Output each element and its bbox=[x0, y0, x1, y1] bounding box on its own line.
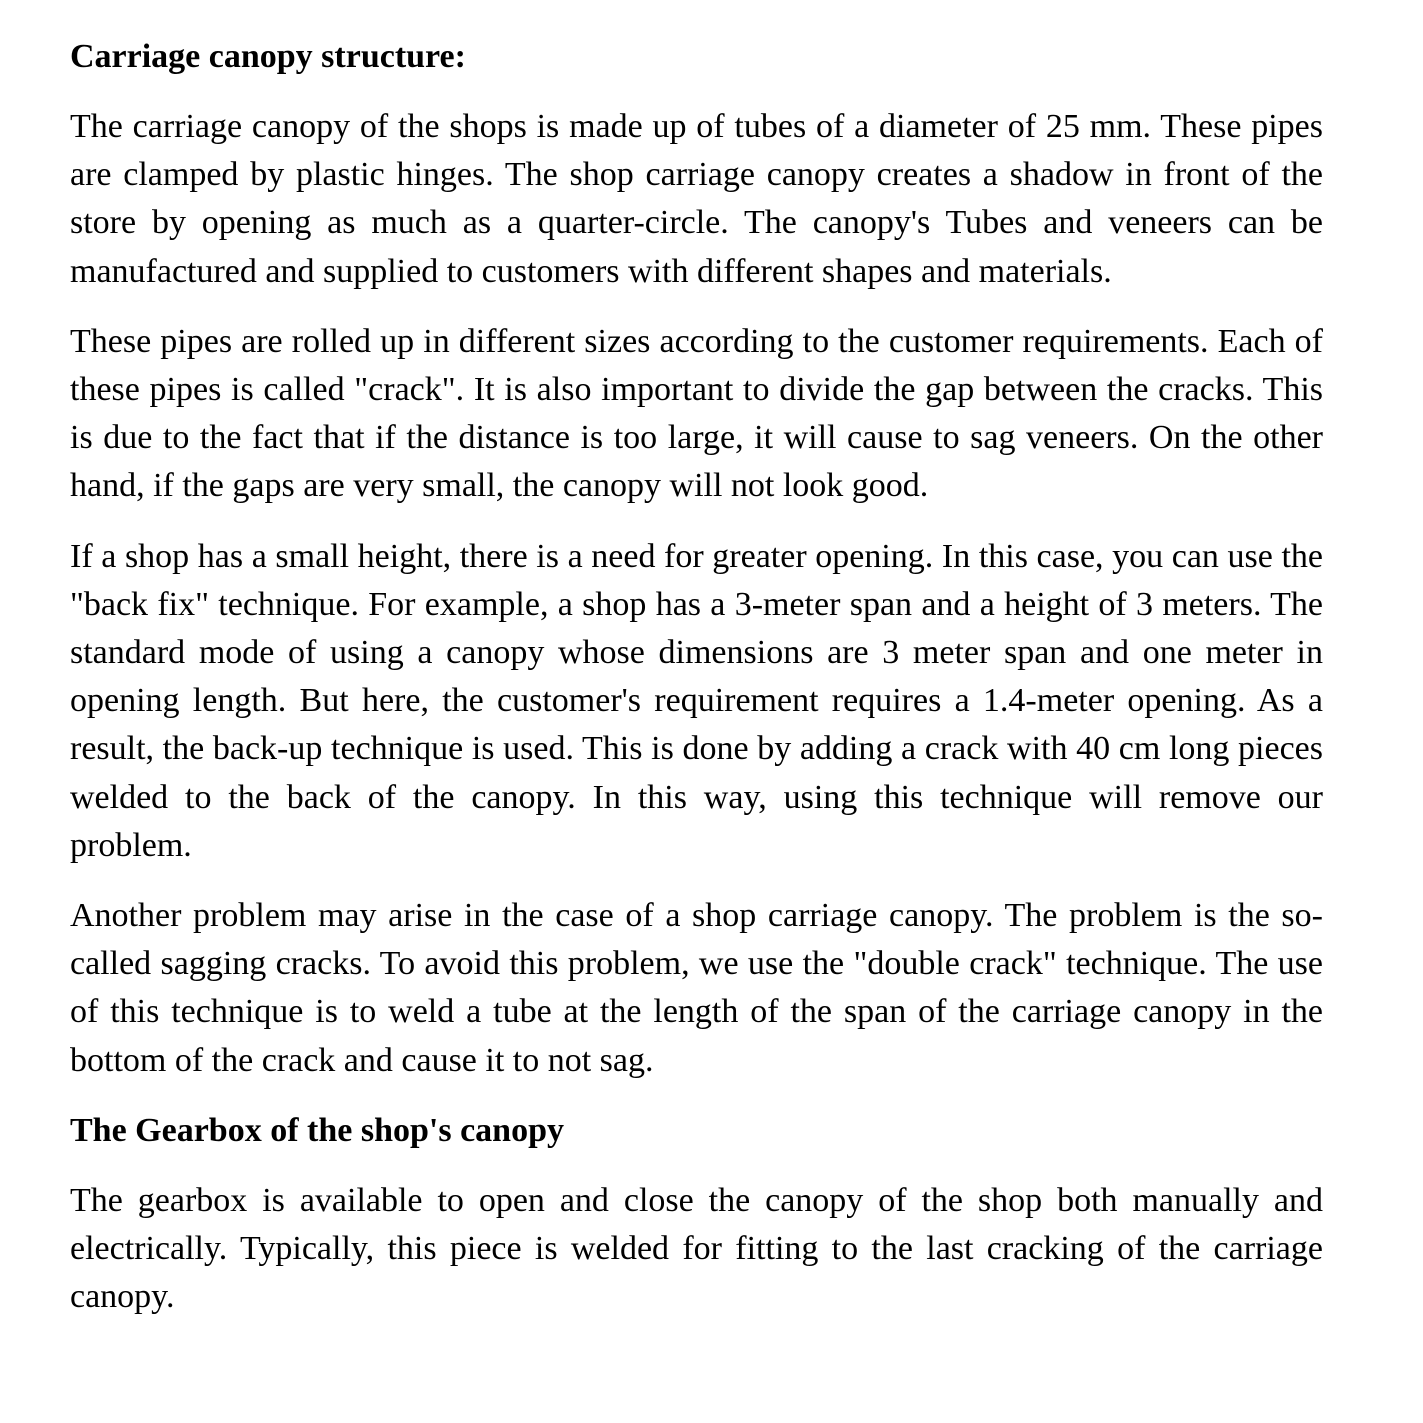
paragraph-gearbox: The gearbox is available to open and close the canopy of the shop both manually and electrically. Typically, this piece is welded for fitting to the last cracking of the carriage canopy. bbox=[70, 1181, 1323, 1316]
document-page bbox=[70, 33, 1323, 1321]
section-heading-carriage-canopy: Carriage canopy structure: bbox=[70, 38, 466, 75]
paragraph-cracks: These pipes are rolled up in different sizes according to the customer requirements. Each of these pipes is called "crack". It is also important to divide the gap between the cracks. This is due to the fact that if the distance is too large, it will cause to sag veneers. On the other hand, if the gaps are very small, the canopy will not look good. bbox=[70, 322, 1323, 505]
paragraph-double-crack: Another problem may arise in the case of a shop carriage canopy. The problem is the so-called sagging cracks. To avoid this problem, we use the "double crack" technique. The use of this technique is to weld a tube at the length of the span of the carriage canopy in the bottom of the crack and cause it to not sag. bbox=[70, 897, 1323, 1079]
paragraph-back-fix: If a shop has a small height, there is a need for greater opening. In this case, you can use the "back fix" technique. For example, a shop has a 3-meter span and a height of 3 meters. The standard mode of using a canopy whose dimensions are 3 meter span and one meter in opening length. But here, the customer's requirement requires a 1.4-meter opening. As a result, the back-up technique is used. This is done by adding a crack with 40 cm long pieces welded to the back of the canopy. In this way, using this technique will remove our problem. bbox=[70, 537, 1323, 864]
section-heading-gearbox: The Gearbox of the shop's canopy bbox=[70, 1111, 564, 1149]
paragraph-tubes: The carriage canopy of the shops is made up of tubes of a diameter of 25 mm. These pipes are clamped by plastic hinges. The shop carriage canopy creates a shadow in front of the store by opening as much as a quarter-circle. The canopy's Tubes and veneers can be manufactured and supplied to customers with different shapes and materials. bbox=[70, 108, 1323, 290]
